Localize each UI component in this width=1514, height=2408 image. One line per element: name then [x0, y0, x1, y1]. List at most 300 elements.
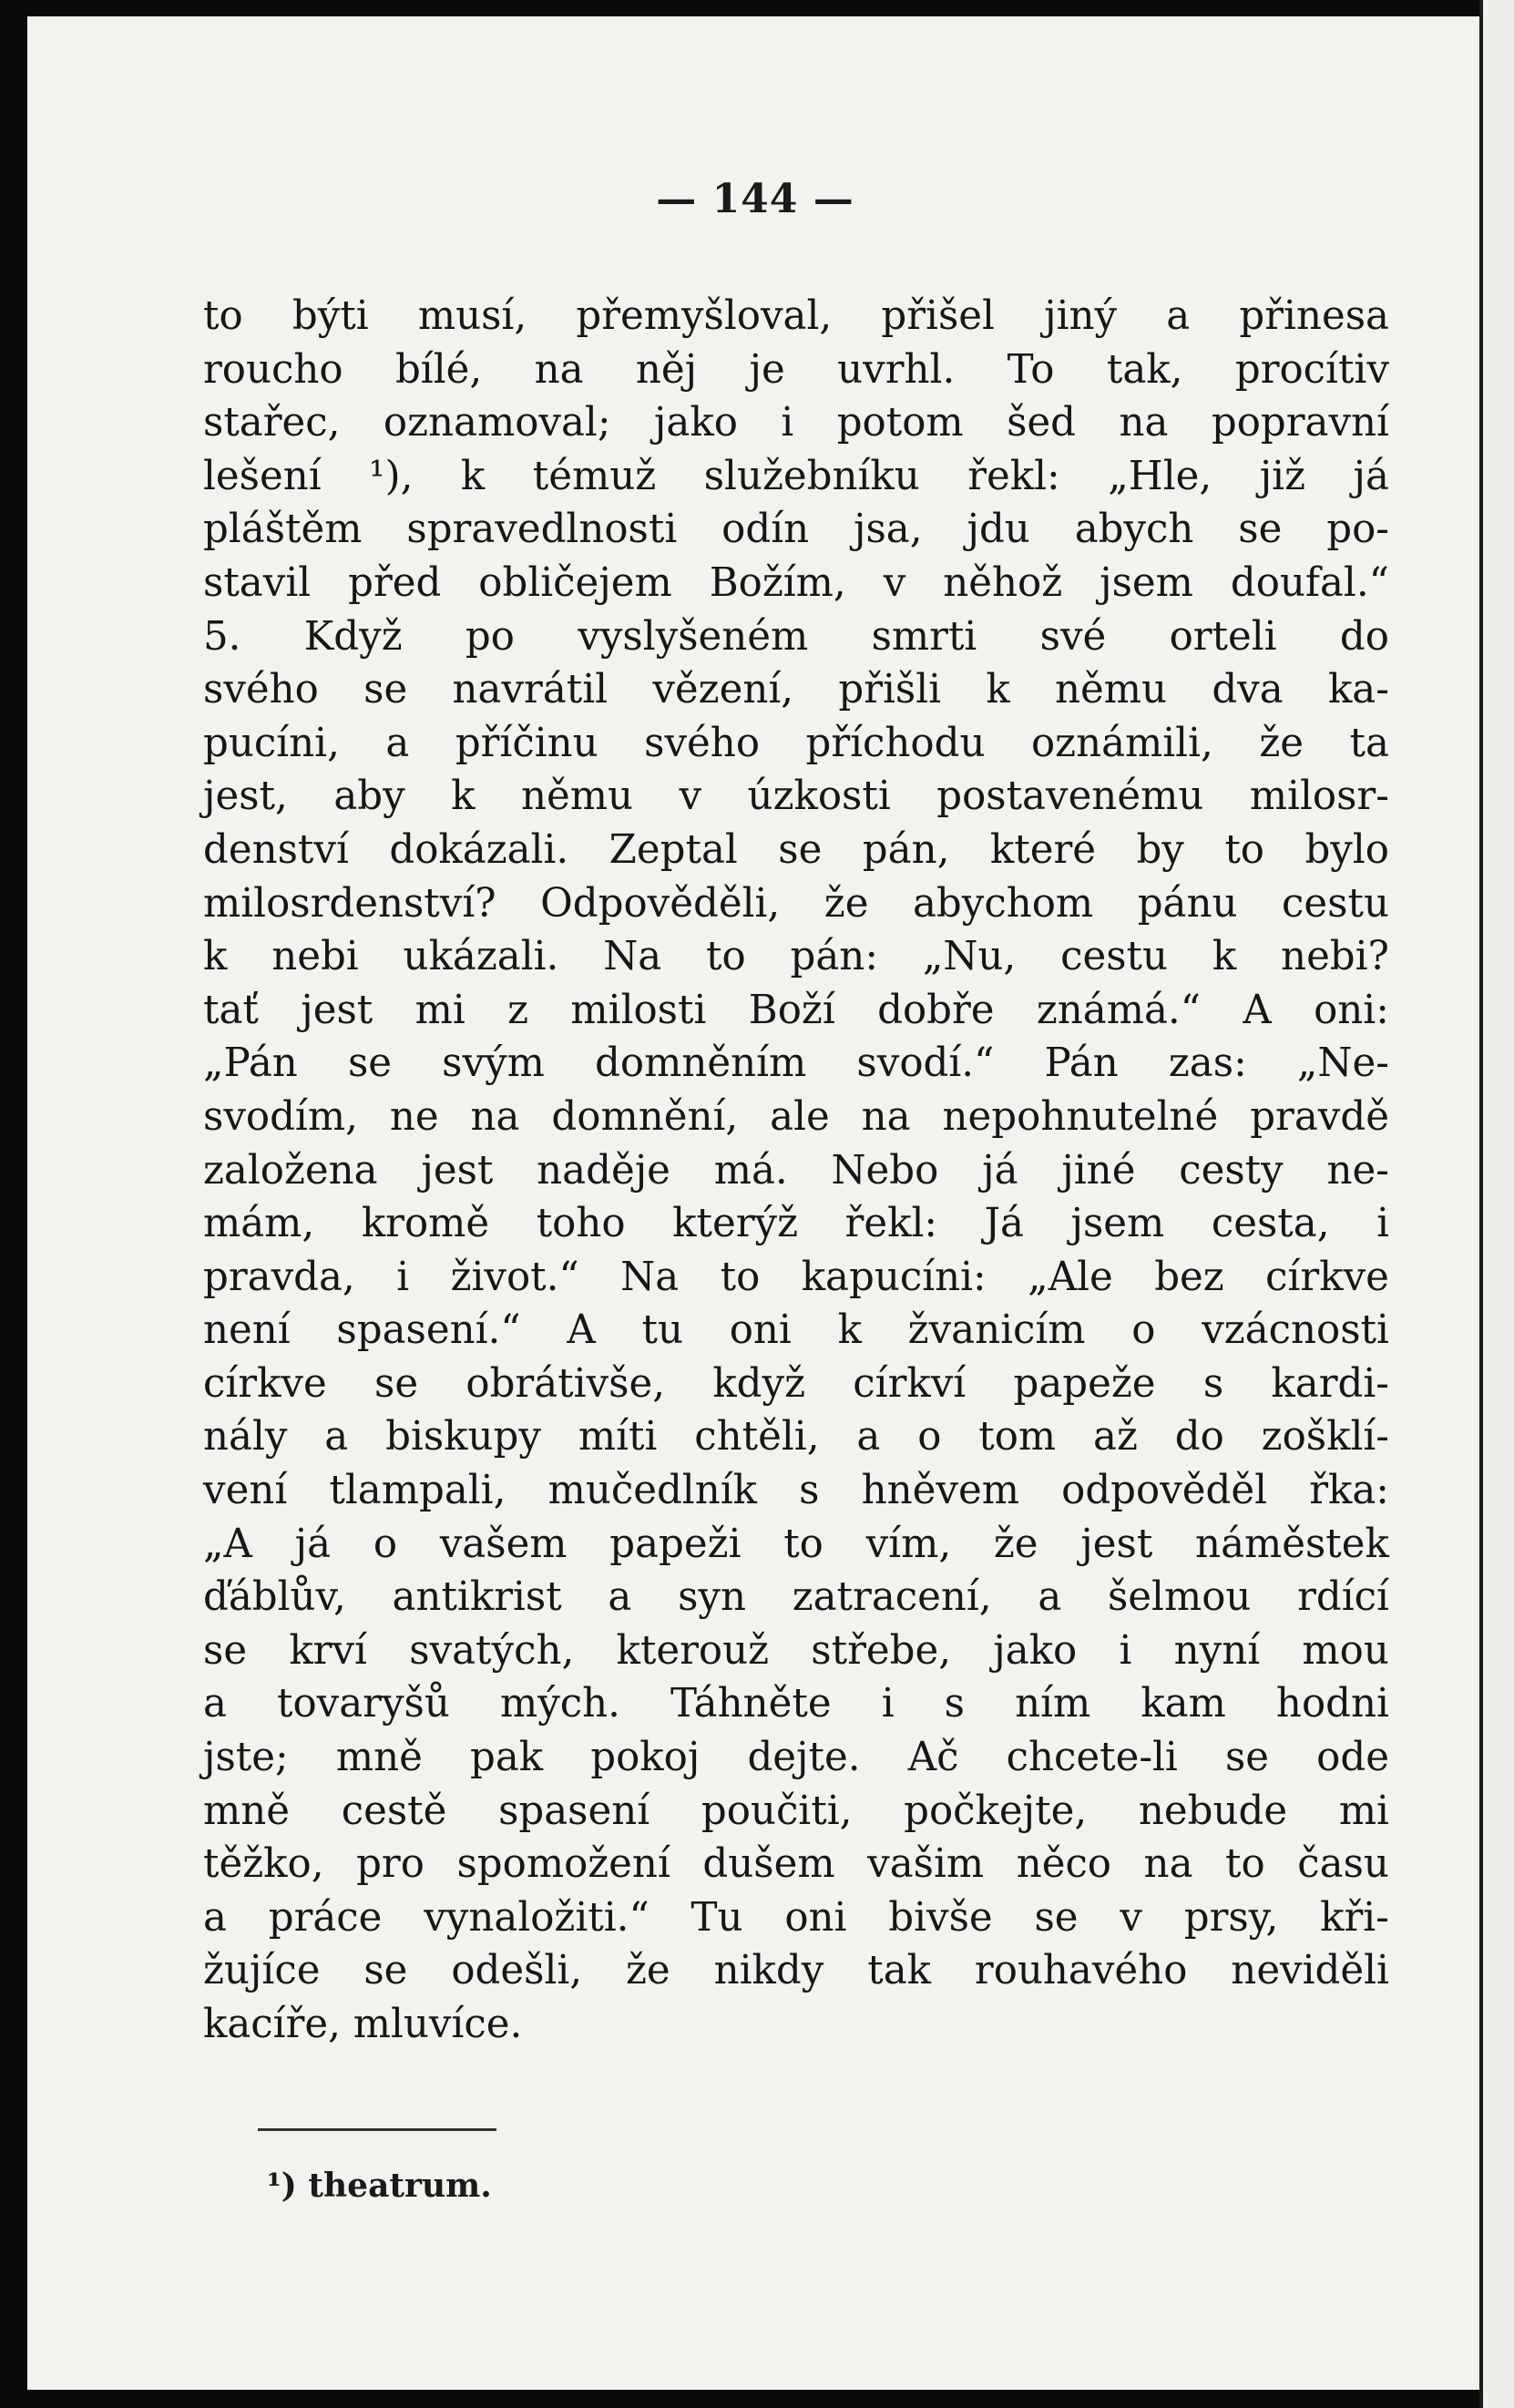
word: v: [679, 774, 702, 820]
word: Zeptal: [609, 826, 738, 873]
word: mně: [335, 1735, 423, 1781]
word: se: [363, 1948, 408, 1994]
word: vyslyšeném: [578, 613, 809, 660]
word: že: [626, 1948, 670, 1994]
word: přinesa: [1239, 293, 1389, 339]
word: popravní: [1211, 400, 1389, 446]
text-line: [203, 450, 1389, 504]
word: jest,: [203, 774, 288, 820]
text-line: [203, 930, 1389, 984]
word: se: [1034, 1894, 1079, 1941]
word: dobře: [877, 987, 995, 1033]
word: jsem: [1100, 559, 1193, 606]
word: s: [944, 1681, 965, 1727]
word: které: [989, 826, 1096, 873]
word: ale: [770, 1093, 830, 1140]
word: hněvem: [861, 1468, 1019, 1514]
word: přemyšloval,: [576, 293, 833, 339]
word: odpověděl: [1061, 1468, 1268, 1514]
word: i: [396, 1254, 410, 1300]
word: a: [856, 1414, 881, 1460]
text-line: [203, 1518, 1389, 1572]
word: nikdy: [713, 1948, 824, 1994]
word: se: [778, 826, 823, 873]
word: potom: [836, 400, 964, 446]
word: témuž: [532, 453, 657, 499]
word: cestu: [1282, 880, 1389, 927]
word: pán:: [790, 934, 878, 980]
word: něhož: [943, 559, 1063, 606]
word: vašim: [867, 1841, 985, 1888]
word: jsem: [1070, 1201, 1165, 1247]
word: 5.: [203, 613, 241, 660]
text-line: [203, 1571, 1389, 1624]
word: „A: [203, 1521, 252, 1567]
word: tlampali,: [329, 1468, 506, 1514]
word: o: [373, 1521, 398, 1567]
word: řekl:: [844, 1201, 938, 1247]
word: šelmou: [1107, 1574, 1252, 1621]
word: abych: [1074, 507, 1194, 553]
word: známá.“: [1036, 987, 1201, 1033]
word: s: [799, 1468, 820, 1514]
word: cesta,: [1211, 1201, 1330, 1247]
word: s: [1202, 1360, 1224, 1407]
word: má.: [713, 1147, 788, 1194]
word: vím,: [865, 1521, 952, 1567]
word: a: [385, 720, 410, 766]
word: poučiti,: [701, 1788, 853, 1834]
word: obrátivše,: [465, 1360, 666, 1407]
word: rdící: [1297, 1574, 1389, 1621]
word: že: [1259, 720, 1304, 766]
word: a: [1038, 1574, 1062, 1621]
word: uvrhl.: [837, 346, 956, 393]
word: jsa,: [854, 507, 923, 553]
word: mi: [1338, 1788, 1389, 1834]
word: svého: [644, 720, 761, 766]
word: své: [1039, 613, 1107, 660]
word: o: [917, 1414, 942, 1460]
text-line: [203, 770, 1389, 824]
word: ne-: [1326, 1147, 1389, 1194]
word: nebi?: [1281, 934, 1389, 980]
word: kardi-: [1271, 1360, 1389, 1407]
word: šed: [1007, 400, 1077, 446]
text-line: [203, 717, 1389, 771]
word: domněním: [595, 1040, 807, 1087]
word: i: [1376, 1201, 1389, 1247]
word: řka:: [1309, 1468, 1389, 1514]
word: ta: [1349, 720, 1389, 766]
word: to: [1224, 826, 1264, 873]
word: nebude: [1138, 1788, 1288, 1834]
word: do: [1174, 1414, 1224, 1460]
word: žujíce: [203, 1948, 321, 1994]
text-line: [203, 610, 1389, 664]
word: já: [1353, 453, 1389, 499]
word: dva: [1212, 667, 1284, 713]
word: ukázali.: [403, 934, 559, 980]
text-line: [203, 877, 1389, 931]
word: mou: [1302, 1627, 1389, 1674]
word: mám,: [203, 1201, 315, 1247]
word: k: [986, 667, 1010, 713]
word: nály: [203, 1414, 288, 1460]
word: stařec,: [203, 400, 341, 446]
word: Tu: [691, 1894, 743, 1941]
word: pravdě: [1250, 1093, 1389, 1140]
word: a: [608, 1574, 632, 1621]
word: navrátil: [452, 667, 609, 713]
text-line: [203, 1677, 1389, 1731]
word: aby: [333, 774, 405, 820]
word: práce: [268, 1894, 383, 1941]
word: k: [451, 774, 476, 820]
word: „Ale: [1028, 1254, 1113, 1300]
word: k: [203, 934, 228, 980]
word: dokázali.: [389, 826, 569, 873]
word: po-: [1326, 507, 1389, 553]
word: to: [203, 293, 243, 339]
word: bílé,: [394, 346, 483, 393]
word: tovaryšů: [277, 1681, 450, 1727]
word: ode: [1316, 1735, 1389, 1781]
text-line: [203, 1891, 1389, 1945]
word: doufal.“: [1230, 559, 1389, 606]
word: střebe,: [811, 1627, 952, 1674]
word: abychom: [912, 880, 1094, 927]
word: v: [1120, 1894, 1142, 1941]
word: po: [465, 613, 515, 660]
word: pokoj: [590, 1735, 701, 1781]
word: něj: [635, 346, 698, 393]
word: roucho: [203, 346, 343, 393]
text-line: [203, 1785, 1389, 1839]
word: papeži: [609, 1521, 742, 1567]
word: příčinu: [455, 720, 598, 766]
word: jste;: [203, 1735, 289, 1781]
footnote: [267, 2167, 492, 2205]
word: počkejte,: [904, 1788, 1088, 1834]
word: já: [982, 1147, 1018, 1194]
word: na: [534, 346, 584, 393]
word: kterouž: [616, 1627, 770, 1674]
word: není: [203, 1307, 291, 1354]
word: a: [203, 1894, 227, 1941]
text-line: [203, 1037, 1389, 1091]
word: o: [1131, 1307, 1156, 1354]
word: na: [1119, 400, 1169, 446]
text-line: [203, 1304, 1389, 1358]
word: jiné: [1061, 1147, 1136, 1194]
word: kterýž: [672, 1201, 798, 1247]
word: vězení,: [652, 667, 794, 713]
word: ním: [1015, 1681, 1091, 1727]
word: kři-: [1320, 1894, 1389, 1941]
word: žvanicím: [907, 1307, 1086, 1354]
word: těžko,: [203, 1841, 324, 1888]
word: kapucíni:: [801, 1254, 987, 1300]
word: i: [881, 1681, 895, 1727]
word: cesty: [1179, 1147, 1284, 1194]
word: církve: [203, 1360, 327, 1407]
text-line: [203, 1091, 1389, 1144]
word: a: [1166, 293, 1191, 339]
word: svého: [203, 667, 319, 713]
word: ka-: [1327, 667, 1389, 713]
word: odešli,: [451, 1948, 583, 1994]
word: antikrist: [392, 1574, 562, 1621]
word: k: [1212, 934, 1237, 980]
word: jest: [421, 1147, 494, 1194]
word: vynaložiti.“: [424, 1894, 650, 1941]
word: se: [363, 667, 408, 713]
word: „Nu,: [922, 934, 1017, 980]
word: smrti: [871, 613, 977, 660]
word: neviděli: [1231, 1948, 1389, 1994]
word: se: [203, 1627, 248, 1674]
footnote-text: theatrum.: [308, 2167, 492, 2205]
word: cestu: [1060, 934, 1169, 980]
word: obličejem: [478, 559, 672, 606]
word: papeže: [1013, 1360, 1156, 1407]
word: kromě: [361, 1201, 490, 1247]
word: se: [1238, 507, 1283, 553]
word: se: [374, 1360, 419, 1407]
word: tom: [978, 1414, 1057, 1460]
word: když: [712, 1360, 806, 1407]
word: bivše: [888, 1894, 993, 1941]
word: církví: [853, 1360, 967, 1407]
word: pláštěm: [203, 507, 363, 553]
text-line: [203, 824, 1389, 877]
word: stavil: [203, 559, 312, 606]
word: kam: [1141, 1681, 1226, 1727]
word: mi: [414, 987, 465, 1033]
text-line: [203, 1251, 1389, 1305]
word: A: [567, 1307, 596, 1354]
word: Nebo: [831, 1147, 939, 1194]
word: lešení: [203, 453, 322, 499]
word: k: [460, 453, 486, 499]
word: býti: [292, 293, 369, 339]
word: oni:: [1314, 987, 1389, 1033]
word: Odpověděli,: [540, 880, 781, 927]
text-line: [203, 1838, 1389, 1891]
word: spasení.“: [336, 1307, 521, 1354]
text-line: [203, 1197, 1389, 1251]
word: ďáblův,: [203, 1574, 346, 1621]
word: Na: [603, 934, 662, 980]
adjacent-page-edge: [1479, 0, 1514, 2408]
word: svodím,: [203, 1093, 358, 1140]
book-page: [27, 16, 1483, 2390]
word: bez: [1154, 1254, 1224, 1300]
word: musí,: [417, 293, 527, 339]
word: krví: [289, 1627, 367, 1674]
word: by: [1136, 826, 1184, 873]
word: již: [1259, 453, 1306, 499]
word: mně: [203, 1788, 291, 1834]
word: cestě: [341, 1788, 447, 1834]
word: jako: [653, 400, 738, 446]
word: rouhavého: [974, 1948, 1188, 1994]
word: tať: [203, 987, 259, 1033]
word: vzácnosti: [1202, 1307, 1389, 1354]
word: Ač: [907, 1735, 959, 1781]
word: život.“: [450, 1254, 579, 1300]
text-line: [203, 503, 1389, 557]
word: spravedlnosti: [406, 507, 678, 553]
word: úzkosti: [747, 774, 891, 820]
text-line: [203, 1144, 1389, 1198]
word: na: [861, 1093, 911, 1140]
word: Na: [620, 1254, 680, 1300]
word: pánu: [1137, 880, 1238, 927]
word: toho: [536, 1201, 626, 1247]
word: a: [324, 1414, 349, 1460]
word: vašem: [439, 1521, 568, 1567]
word: odín: [721, 507, 810, 553]
word: Když: [303, 613, 403, 660]
word: to: [783, 1521, 823, 1567]
word: to: [1225, 1841, 1265, 1888]
word: biskupy: [385, 1414, 541, 1460]
word: času: [1297, 1841, 1389, 1888]
word: v: [883, 559, 906, 606]
word: nepohnutelné: [942, 1093, 1219, 1140]
word: jest: [301, 987, 373, 1033]
word: přišli: [838, 667, 942, 713]
word: chtěli,: [694, 1414, 820, 1460]
word: denství: [203, 826, 349, 873]
text-line: [203, 343, 1389, 397]
word: oni: [729, 1307, 792, 1354]
page-body-text: [203, 290, 1389, 2052]
word: bylo: [1304, 826, 1389, 873]
text-line: [203, 1731, 1389, 1785]
word: Já: [984, 1201, 1024, 1247]
word: Božím,: [709, 559, 846, 606]
word: náměstek: [1195, 1521, 1389, 1567]
word: tak,: [1106, 346, 1183, 393]
word: spasení: [498, 1788, 650, 1834]
word: dejte.: [747, 1735, 861, 1781]
word: jdu: [967, 507, 1030, 553]
word: že: [823, 880, 869, 927]
footnote-marker: ¹): [267, 2167, 297, 2205]
word: to: [706, 934, 746, 980]
word: něco: [1016, 1841, 1111, 1888]
word: založena: [203, 1147, 378, 1194]
word: oni: [784, 1894, 847, 1941]
text-line: [203, 984, 1389, 1038]
word: i: [781, 400, 794, 446]
word: syn: [678, 1574, 746, 1621]
word: procítiv: [1234, 346, 1389, 393]
word: tu: [641, 1307, 683, 1354]
page-number: — 144 —: [656, 176, 854, 222]
word: A: [1243, 987, 1272, 1033]
word: pak: [469, 1735, 544, 1781]
word: orteli: [1169, 613, 1277, 660]
word: svým: [442, 1040, 545, 1087]
word: „Pán: [203, 1040, 298, 1087]
word: prsy,: [1183, 1894, 1279, 1941]
word: mučedlník: [547, 1468, 757, 1514]
word: a: [203, 1681, 227, 1727]
word: k: [837, 1307, 862, 1354]
footnote-rule: [258, 2128, 496, 2131]
word: oznamoval;: [383, 400, 611, 446]
text-line: [203, 396, 1389, 450]
word: to: [720, 1254, 761, 1300]
word: nyní: [1173, 1627, 1261, 1674]
text-line: [203, 1410, 1389, 1464]
word: chcete-li: [1006, 1735, 1178, 1781]
word: jiný: [1044, 293, 1118, 339]
word: i: [1119, 1627, 1132, 1674]
word: ¹),: [369, 453, 414, 499]
word: tak: [867, 1948, 931, 1994]
word: němu: [1055, 667, 1168, 713]
text-line: [203, 290, 1389, 343]
word: příchodu: [805, 720, 986, 766]
word: z: [507, 987, 529, 1033]
word: Pán: [1044, 1040, 1119, 1087]
word: řekl:: [967, 453, 1060, 499]
word: zošklí-: [1261, 1414, 1389, 1460]
text-line: [203, 1358, 1389, 1411]
word: pán,: [862, 826, 950, 873]
word: spomožení: [456, 1841, 670, 1888]
word: zatracení,: [792, 1574, 992, 1621]
word: se: [347, 1040, 393, 1087]
word: Táhněte: [670, 1681, 832, 1727]
word: svodí.“: [856, 1040, 995, 1087]
text-line: [203, 557, 1389, 610]
word: dušem: [702, 1841, 835, 1888]
word: ne: [389, 1093, 439, 1140]
word: pravda,: [203, 1254, 355, 1300]
word: na: [470, 1093, 520, 1140]
word: svatých,: [409, 1627, 575, 1674]
text-line: [203, 1944, 1389, 1998]
word: vení: [203, 1468, 288, 1514]
word: domnění,: [551, 1093, 739, 1140]
word: němu: [521, 774, 634, 820]
word: naděje: [537, 1147, 670, 1194]
word: až: [1093, 1414, 1138, 1460]
word: mých.: [499, 1681, 620, 1727]
word: To: [1007, 346, 1055, 393]
word: do: [1339, 613, 1389, 660]
word: já: [294, 1521, 332, 1567]
text-line: [203, 1624, 1389, 1678]
word: oznámili,: [1030, 720, 1213, 766]
word: pro: [356, 1841, 425, 1888]
word: jest: [1080, 1521, 1153, 1567]
word: služebníku: [703, 453, 920, 499]
word: milosr-: [1249, 774, 1389, 820]
word: „Hle,: [1108, 453, 1212, 499]
word: církve: [1265, 1254, 1389, 1300]
word: na: [1143, 1841, 1193, 1888]
text-line: [203, 663, 1389, 717]
word: že: [993, 1521, 1038, 1567]
word: zas:: [1168, 1040, 1247, 1087]
